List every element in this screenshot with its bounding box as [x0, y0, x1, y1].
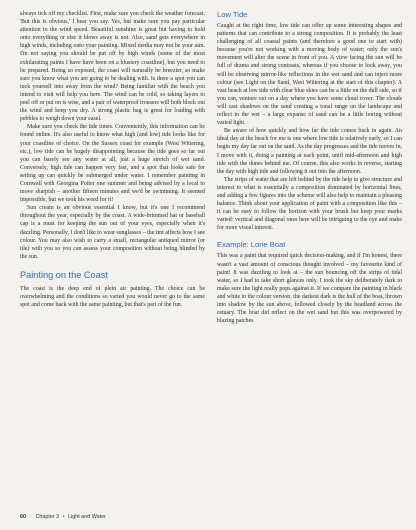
left-paragraph-2: Make sure you check the tide times. Conveniently, this information can be found online. It's also useful to know what high (and low) tide looks like for your coastline of choice. On the Sussex coast for example (West Wittering, etc.), low tide can be hugely disappointing because the tide goes so far out you can barely see any water at all, just a huge stretch of wet sand. Conversely, high tide can happen very fast, and a spot that looks safe for setting up can quickly be submerged under water. I remember painting in Cornwall with Georgina Potter one summer and being advised by a local to move sharpish – another fifteen minutes and we'd be swimming. It seemed impossible, but we took his word for it! [20, 124, 205, 204]
right-paragraph-1: Caught at the right time, low tide can offer up some interesting shapes and patterns that can contribute to a strong composition. It is probably the least challenging of all coastal paints (and therefore a good one to start with) because you're not working with a moving body of water; only the sun's movement will alter the scene in front of you. A view facing the sun will be full of drama and strong contrasts, whereas if you choose to look away, you will be observing mirror-like reflections in the wet sand and can inject more colour (see Light on the Sand, West Wittering at the start of this chapter). A vast beach at low tide with clear blue skies can be a little on the dull side, so if you can, venture out on a day where you have some cloud cover. The clouds will cast shadows on the sand creating a tonal range on the landscape and reflect in the wet – a large expanse of sand can be a little boring without varied light. [217, 23, 402, 127]
section-label: Light and Water [68, 514, 106, 520]
footer-separator: • [62, 514, 65, 520]
text-columns [20, 10, 402, 507]
page-footer [20, 514, 106, 520]
section-heading-low-tide: Low Tide [217, 10, 248, 19]
right-paragraph-3: The strips of water that are left behind by the tide help to give structure and interest to what is essentially a composition dominated by horizontal lines, and adding a few figures into the scheme will also help to maintain a pleasing balance. Think about your application of paint with a composition like this – it can be easy to follow the horizon with your brush but keep your marks varied: vertical and diagonal ones here will be intriguing to the eye and make for more visual interest. [217, 176, 402, 232]
right-column [217, 10, 402, 507]
section-heading-painting-on-the-coast: Painting on the Coast [20, 269, 108, 280]
page-number: 60 [20, 514, 26, 520]
section-heading-example-lone-boat: Example: Lone Boat [217, 240, 286, 250]
left-column [20, 10, 205, 507]
chapter-label: Chapter 3 [35, 514, 60, 520]
left-paragraph-3: Sun cream is an obvious essential I know, but it's one I recommend throughout the year, especially by the coast. A wide-brimmed hat or baseball cap is a must for keeping the sun out of your eyes, especially when it's dazzling. Personally, I don't like to wear sunglasses – the tint affects how I see colour. You may also wish to carry a small, rectangular antiqued mirror (or tile) with you so you can assess your composition without being blinded by the sun. [20, 205, 205, 260]
left-paragraph-4: The coast is the deep end of plein air painting. The choice can be overwhelming and the conditions so varied you would never go to the same spot and come back with the same painting, but that's part of the fun. [20, 285, 205, 309]
right-paragraph-4: This was a paint that required quick decision-making, and if I'm honest, there wasn't a vast amount of conscious thought involved – my favourite kind of paint! It was dazzling to look at – the sun bouncing off the strips of tidal water, so I had to take short glances only. I took the sky deliberately dark to make sure the light really pops against it. If we compare the painting in black and white to the colour version, the darkest dark is the hull of the boat, thrown into shadow by the sun above, followed closely by the headland across the estuary. The boat did reflect on the wet sand but this was overpowered by blazing patches [217, 253, 402, 325]
right-paragraph-2: Be aware of how quickly and how far the tide comes back in again. An ideal day at the beach for me is one where low tide is relatively early, so I can begin my day far out on the sand. As the day progresses and the tide moves in, I move with it, doing a painting at each point, until mid-afternoon and high tide with the dunes behind me. Of course, this also works in reverse, starting the day with high tide and following it out into the afternoon. [217, 128, 402, 175]
left-paragraph-1: always tick off my checklist. First, make sure you check the weather forecast. 'But this is obvious,' I hear you say. Yes, but make sure you pay particular attention to the wind speed. Beautiful sunshine is great but having to hold onto everything or else it blows away is not. Also, sand gets everywhere in high winds, including onto your painting. Mixed media may not be your aim. I'm not saying you should be put off by high winds (some of the most exhilarating paints I have have been on a blustery coastline), but you need to be prepared. Being so exposed, the coast will naturally be breezier, so make sure you know what you are going to be dealing with. Is there a spot you can tuck yourself into away from the wind? Being familiar with the beach you intend to visit will help you here. The wind can be cold, so taking layers to peel off or put on is wise, and a pair of waterproof trousers will both block out the wind and keep you dry. A strong plastic bag is great for loading with pebbles to weigh down your easel. [20, 11, 205, 123]
